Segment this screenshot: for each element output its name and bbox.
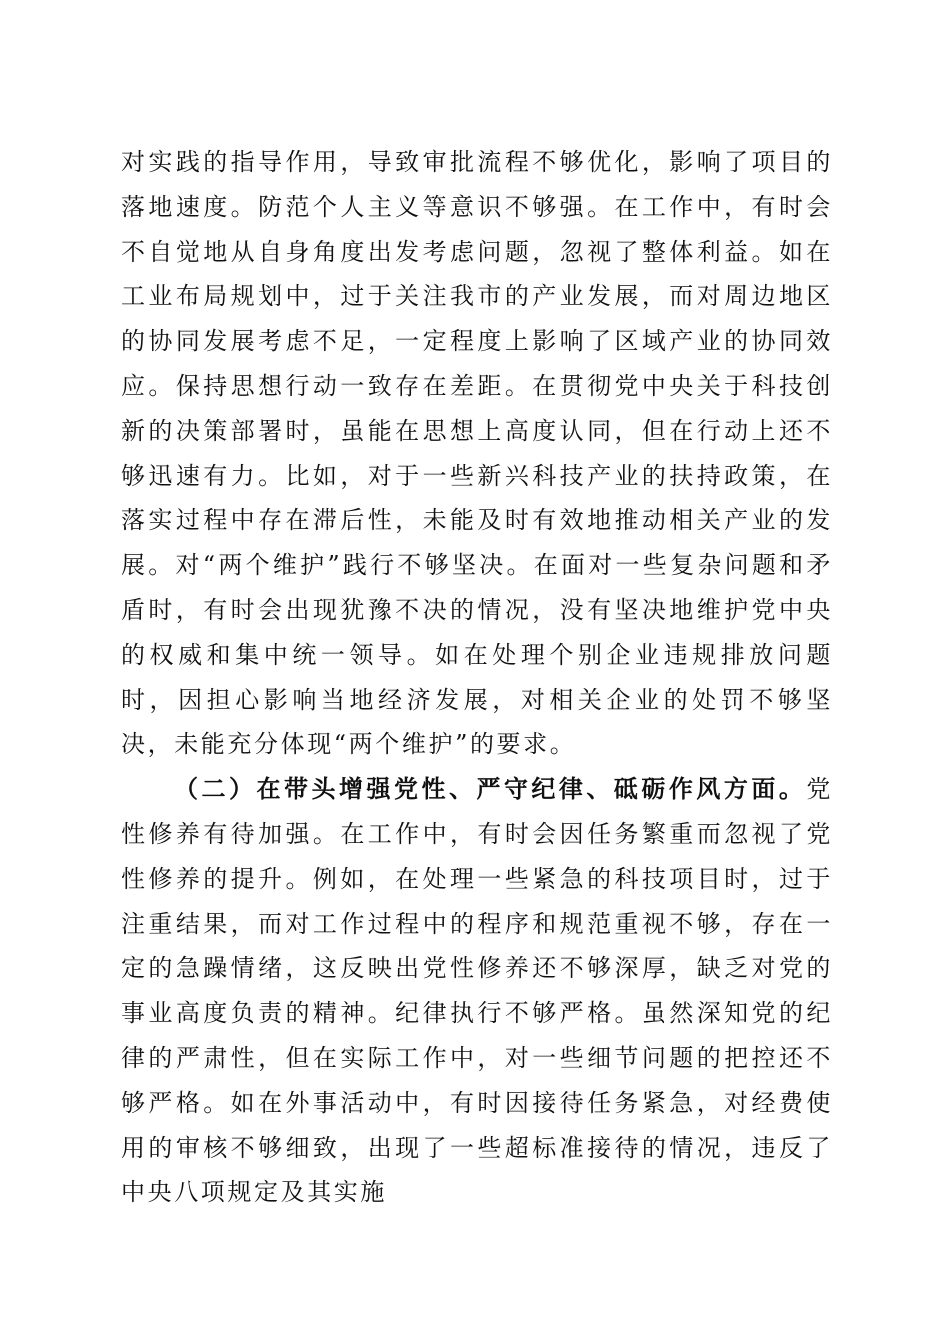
section-heading: （二）在带头增强党性、严守纪律、砥砺作风方面。: [174, 774, 807, 804]
paragraph-2-text: 党性修养有待加强。在工作中，有时会因任务繁重而忽视了党性修养的提升。例如，在处理一些紧急的科技项目时，过于注重结果，而对工作过程中的程序和规范重视不够，存在一定的急躁情绪，这反映出党性修养还不够深厚，缺乏对党的事业高度负责的精神。纪律执行不够严格。虽然深知党的纪律的严肃性，但在实际工作中，对一些细节问题的把控还不够严格。如在外事活动中，有时因接待任务紧急，对经费使用的审核不够细致，出现了一些超标准接待的情况，违反了中央八项规定及其实施: [121, 775, 833, 1207]
document-body: [121, 140, 833, 1215]
paragraph-1: [121, 140, 833, 767]
paragraph-1-text: 对实践的指导作用，导致审批流程不够优化，影响了项目的落地速度。防范个人主义等意识不够强。在工作中，有时会不自觉地从自身角度出发考虑问题，忽视了整体利益。如在工业布局规划中，过于关注我市的产业发展，而对周边地区的协同发展考虑不足，一定程度上影响了区域产业的协同效应。保持思想行动一致存在差距。在贯彻党中央关于科技创新的决策部署时，虽能在思想上高度认同，但在行动上还不够迅速有力。比如，对于一些新兴科技产业的扶持政策，在落实过程中存在滞后性，未能及时有效地推动相关产业的发展。对“两个维护”践行不够坚决。在面对一些复杂问题和矛盾时，有时会出现犹豫不决的情况，没有坚决地维护党中央的权威和集中统一领导。如在处理个别企业违规排放问题时，因担心影响当地经济发展，对相关企业的处罚不够坚决，未能充分体现“两个维护”的要求。: [121, 148, 833, 759]
paragraph-2: [121, 767, 833, 1215]
